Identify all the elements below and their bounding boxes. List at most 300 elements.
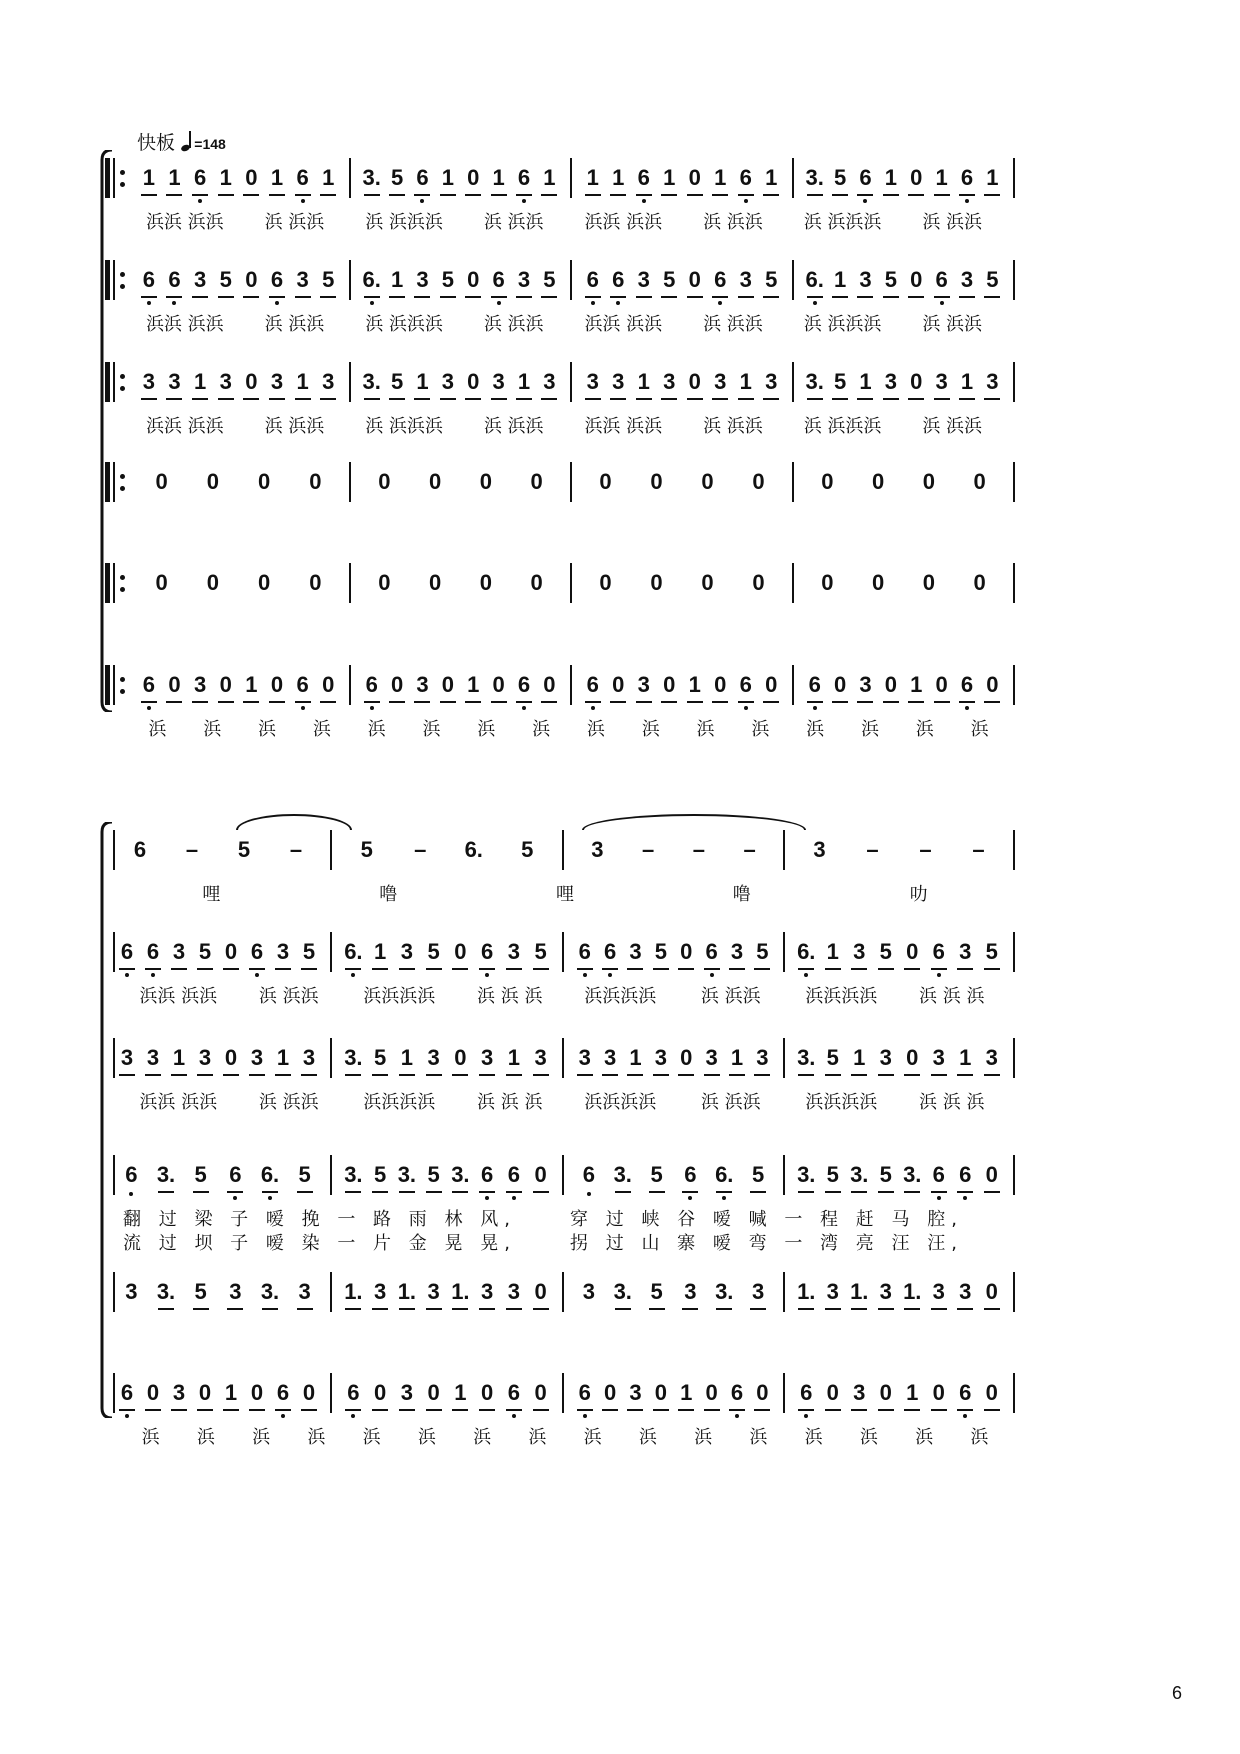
low-octave-dot xyxy=(688,1196,692,1200)
lyric-line: 穿 过 峡 谷 嗳 喊 一 程 赶 马 腔, xyxy=(570,1209,963,1230)
note-underline xyxy=(465,194,481,196)
note: 1 xyxy=(322,165,335,190)
lyric-line: 浜 xyxy=(804,1427,823,1448)
lyric-line: 浜浜 浜浜 xyxy=(145,314,224,335)
lyric-line: 浜 浜浜 xyxy=(483,212,544,233)
barline xyxy=(113,830,115,870)
note-underline xyxy=(452,1409,468,1411)
note: 0 xyxy=(701,570,714,595)
lyric-line: 浜 xyxy=(367,719,386,740)
note: 6 xyxy=(739,165,752,190)
brace-path xyxy=(102,822,112,1418)
note: 1 xyxy=(826,939,839,964)
note: 0 xyxy=(530,570,543,595)
note: 3. xyxy=(805,165,824,190)
note-underline xyxy=(479,1191,495,1193)
note-underline xyxy=(399,968,415,970)
note-underline xyxy=(878,1074,894,1076)
note-underline xyxy=(627,968,643,970)
note-underline xyxy=(243,398,259,400)
note: 0 xyxy=(224,939,238,964)
note: 3 xyxy=(826,1279,839,1304)
low-octave-dot xyxy=(937,973,941,977)
note: 0 xyxy=(534,1380,547,1405)
lyric-line: 浜 xyxy=(307,1427,326,1448)
note: 1 xyxy=(296,369,309,394)
note: 0 xyxy=(680,1045,693,1070)
note-underline xyxy=(807,194,823,196)
note: 0 xyxy=(302,1380,316,1405)
note: 1 xyxy=(224,1380,238,1405)
note-underline xyxy=(541,701,557,703)
note-underline xyxy=(320,296,336,298)
low-octave-dot xyxy=(198,199,202,203)
lyric-line: 浜 xyxy=(528,1427,547,1448)
note-underline xyxy=(763,296,779,298)
note-underline xyxy=(243,701,259,703)
note: 0 xyxy=(973,570,986,595)
note-underline xyxy=(653,968,669,970)
lyric-line: 浜 xyxy=(203,719,222,740)
note: 0 xyxy=(599,570,612,595)
note-underline xyxy=(857,398,873,400)
note-underline xyxy=(479,1308,495,1310)
note-underline xyxy=(984,1074,1000,1076)
lyric-line: 浜 浜浜 xyxy=(264,212,325,233)
low-octave-dot xyxy=(591,706,595,710)
note-underline xyxy=(364,701,380,703)
note-underline xyxy=(275,1409,291,1411)
note-underline xyxy=(171,1409,187,1411)
repeat-dot xyxy=(120,689,125,694)
note: 5 xyxy=(441,267,454,292)
note-underline xyxy=(754,968,770,970)
note-underline xyxy=(516,701,532,703)
low-octave-dot xyxy=(963,1414,967,1418)
note-underline xyxy=(506,1191,522,1193)
row-1-4 xyxy=(0,469,1240,582)
note-underline xyxy=(249,1074,265,1076)
low-octave-dot xyxy=(522,706,526,710)
note-underline xyxy=(729,968,745,970)
note: 3 xyxy=(959,1279,972,1304)
note: 0 xyxy=(481,1380,494,1405)
note: 1 xyxy=(168,165,181,190)
lyric-line: 浜 浜浜 xyxy=(703,314,763,335)
note-underline xyxy=(661,296,677,298)
note-underline xyxy=(452,1074,468,1076)
note: 0 xyxy=(390,672,404,697)
note-underline xyxy=(807,296,823,298)
low-octave-dot xyxy=(744,199,748,203)
lyric-line: 浜 xyxy=(258,719,277,740)
note-underline xyxy=(440,398,456,400)
note: 0 xyxy=(879,1380,892,1405)
note-underline xyxy=(716,1308,732,1310)
note-underline xyxy=(141,398,157,400)
note: 3 xyxy=(859,672,872,697)
lyric-line: 浜 浜浜 xyxy=(703,212,763,233)
barline xyxy=(113,1373,115,1413)
note-underline xyxy=(533,1191,549,1193)
note-underline xyxy=(301,1074,317,1076)
note: 3 xyxy=(168,369,181,394)
note-underline xyxy=(602,968,618,970)
note-underline xyxy=(763,194,779,196)
note: 3 xyxy=(986,369,999,394)
note-underline xyxy=(807,398,823,400)
note: 0 xyxy=(534,1162,547,1187)
note-underline xyxy=(798,1409,814,1411)
note: 0 xyxy=(429,469,442,494)
row-1-6 xyxy=(0,672,1240,785)
note-underline xyxy=(585,701,601,703)
lyric-line: 浜浜 浜浜 xyxy=(584,212,663,233)
note: 3 xyxy=(400,1380,413,1405)
lyric-line: 浜 xyxy=(696,719,715,740)
note: 0 xyxy=(224,1045,238,1070)
note: 3 xyxy=(416,267,429,292)
lyric-line: 浜浜 浜浜 xyxy=(584,416,663,437)
low-octave-dot xyxy=(863,199,867,203)
note-underline xyxy=(957,1409,973,1411)
note: 3 xyxy=(730,939,744,964)
note: 0 xyxy=(270,672,284,697)
note: 3 xyxy=(765,369,778,394)
note-underline xyxy=(851,1409,867,1411)
note: 3 xyxy=(229,1279,242,1304)
note: 5 xyxy=(650,1162,663,1187)
lyric-line: 浜 浜浜浜 xyxy=(803,416,882,437)
row-1-2 xyxy=(0,267,1240,380)
note-underline xyxy=(269,194,285,196)
low-octave-dot xyxy=(608,973,612,977)
repeat-dot xyxy=(120,486,125,491)
barline xyxy=(1013,1373,1015,1413)
note: 3 xyxy=(959,939,972,964)
lyric-line: 浜 浜浜 xyxy=(264,314,325,335)
barline xyxy=(349,158,351,198)
note: – xyxy=(919,837,932,862)
low-octave-dot xyxy=(147,301,151,305)
barline xyxy=(783,1155,785,1195)
barline xyxy=(1013,462,1015,502)
note: 1 xyxy=(906,1380,919,1405)
note: 3 xyxy=(543,369,556,394)
note: 1 xyxy=(142,165,155,190)
note: 6 xyxy=(296,672,309,697)
barline xyxy=(792,462,794,502)
row-1-1 xyxy=(0,165,1240,278)
note-underline xyxy=(678,1074,694,1076)
barline xyxy=(1013,932,1015,972)
note-underline xyxy=(687,296,703,298)
note: 1 xyxy=(245,672,258,697)
note: 3 xyxy=(813,837,826,862)
note-underline xyxy=(883,194,899,196)
note: 3 xyxy=(853,939,866,964)
note: 5 xyxy=(219,267,232,292)
note-underline xyxy=(171,1074,187,1076)
note-underline xyxy=(798,968,814,970)
low-octave-dot xyxy=(512,1414,516,1418)
note: 3 xyxy=(270,369,284,394)
note-underline xyxy=(825,968,841,970)
note-underline xyxy=(295,398,311,400)
note: 1 xyxy=(467,672,480,697)
note-underline xyxy=(372,1409,388,1411)
note-underline xyxy=(851,1308,867,1310)
note: 6 xyxy=(859,165,872,190)
note-underline xyxy=(878,1409,894,1411)
lyric-line: 浜 xyxy=(473,1427,492,1448)
note-underline xyxy=(636,296,652,298)
note: 0 xyxy=(650,570,663,595)
note-underline xyxy=(297,1308,313,1310)
note: 6 xyxy=(960,672,974,697)
note-underline xyxy=(218,194,234,196)
note: 3. xyxy=(805,369,824,394)
barline xyxy=(113,1272,115,1312)
note: 0 xyxy=(935,672,948,697)
note: – xyxy=(743,837,756,862)
note-underline xyxy=(754,1409,770,1411)
note: 0 xyxy=(155,469,168,494)
note: 3 xyxy=(276,939,290,964)
thick-line xyxy=(105,665,110,705)
note: 0 xyxy=(821,570,834,595)
row-1-3 xyxy=(0,369,1240,482)
note: 3 xyxy=(507,1279,520,1304)
note: 6 xyxy=(586,672,599,697)
note: 3 xyxy=(637,267,650,292)
note: 0 xyxy=(441,672,454,697)
lyric-line: 浜 xyxy=(915,1427,934,1448)
low-octave-dot xyxy=(255,973,259,977)
note-underline xyxy=(908,701,924,703)
note: 5 xyxy=(322,267,335,292)
note-underline xyxy=(516,194,532,196)
note-underline xyxy=(452,1191,468,1193)
note-underline xyxy=(533,1308,549,1310)
note-underline xyxy=(506,1074,522,1076)
note-underline xyxy=(119,1074,135,1076)
note-underline xyxy=(825,1308,841,1310)
lyric-line: 浜 xyxy=(638,1427,657,1448)
repeat-dot xyxy=(120,575,125,580)
note: – xyxy=(185,837,199,862)
note-underline xyxy=(627,1074,643,1076)
note: 0 xyxy=(427,1380,440,1405)
note: 5 xyxy=(986,267,999,292)
note: 3 xyxy=(250,1045,264,1070)
half-note-icon xyxy=(180,131,194,151)
note-underline xyxy=(931,1409,947,1411)
note: 0 xyxy=(985,1380,998,1405)
lyric-line: 浜 浜浜 xyxy=(703,416,763,437)
note: 3 xyxy=(172,1380,186,1405)
note-underline xyxy=(704,968,720,970)
row-2-2 xyxy=(0,939,1240,1052)
low-octave-dot xyxy=(965,706,969,710)
lyric-line: 浜 浜 浜 xyxy=(919,986,985,1007)
note: 3 xyxy=(684,1279,697,1304)
note: 1 xyxy=(765,165,778,190)
note-underline xyxy=(345,1191,361,1193)
note-underline xyxy=(712,194,728,196)
note: 0 xyxy=(245,267,258,292)
barline xyxy=(330,830,332,870)
note: 0 xyxy=(884,672,897,697)
lyric-line: 浜浜 浜浜 xyxy=(145,212,224,233)
barline xyxy=(330,932,332,972)
barline xyxy=(349,665,351,705)
note: 1 xyxy=(884,165,897,190)
note: 6 xyxy=(517,672,531,697)
note: 6 xyxy=(133,837,147,862)
barline xyxy=(783,1272,785,1312)
lyric-line: 浜 xyxy=(860,719,879,740)
note-underline xyxy=(218,398,234,400)
note-underline xyxy=(627,1409,643,1411)
note-underline xyxy=(262,1308,278,1310)
note: 3 xyxy=(193,672,207,697)
barline xyxy=(792,665,794,705)
low-octave-dot xyxy=(485,973,489,977)
lyric-line-2: 拐 过 山 寨 嗳 弯 一 湾 亮 汪 汪, xyxy=(570,1233,963,1254)
note-underline xyxy=(533,1074,549,1076)
thick-line xyxy=(105,362,110,402)
note: 3 xyxy=(985,1045,998,1070)
note: 3 xyxy=(714,369,727,394)
note: 0 xyxy=(250,1380,264,1405)
note-underline xyxy=(957,1074,973,1076)
note: 6. xyxy=(797,939,816,964)
note-underline xyxy=(615,1308,631,1310)
low-octave-dot xyxy=(591,301,595,305)
note: 0 xyxy=(910,369,923,394)
low-octave-dot xyxy=(512,1196,516,1200)
note: 3 xyxy=(879,1045,892,1070)
note: 3 xyxy=(416,672,429,697)
note: 1 xyxy=(637,369,650,394)
note: 6 xyxy=(146,939,160,964)
note-underline xyxy=(223,968,239,970)
note: 0 xyxy=(688,369,701,394)
low-octave-dot xyxy=(940,301,944,305)
note: 3 xyxy=(492,369,505,394)
low-octave-dot xyxy=(268,1196,272,1200)
low-octave-dot xyxy=(281,1414,285,1418)
note-underline xyxy=(729,1409,745,1411)
note: 6 xyxy=(492,267,505,292)
low-octave-dot xyxy=(813,301,817,305)
barline xyxy=(330,1373,332,1413)
note: 6. xyxy=(362,267,381,292)
repeat-dot xyxy=(120,677,125,682)
note-underline xyxy=(506,968,522,970)
lyric-line: 浜 xyxy=(477,719,496,740)
note: 5 xyxy=(360,837,373,862)
lyric-line: 浜 xyxy=(417,1427,436,1448)
note: 0 xyxy=(155,570,168,595)
note: 0 xyxy=(530,469,543,494)
thin-line xyxy=(113,563,115,603)
barline xyxy=(783,1373,785,1413)
note-underline xyxy=(636,398,652,400)
barline xyxy=(349,563,351,603)
note-underline xyxy=(851,1191,867,1193)
note: 0 xyxy=(756,1380,769,1405)
note: 1. xyxy=(344,1279,363,1304)
note: 1 xyxy=(492,165,505,190)
note-underline xyxy=(984,1308,1000,1310)
lyric-line: 浜 浜浜 xyxy=(258,1092,319,1113)
note: 1 xyxy=(935,165,948,190)
note-underline xyxy=(738,194,754,196)
note: 1 xyxy=(730,1045,744,1070)
low-octave-dot xyxy=(351,973,355,977)
repeat-dot xyxy=(120,587,125,592)
note: 6 xyxy=(517,165,531,190)
note: 1 xyxy=(543,165,556,190)
note-underline xyxy=(320,398,336,400)
note: 1 xyxy=(853,1045,866,1070)
barline xyxy=(570,665,572,705)
note: 0 xyxy=(688,165,701,190)
lyric-line: 浜 xyxy=(641,719,660,740)
note: 6 xyxy=(582,1162,596,1187)
note-underline xyxy=(223,1409,239,1411)
lyric-line: 浜浜浜浜 xyxy=(805,1092,878,1113)
note: 3 xyxy=(172,939,186,964)
lyric-line: 浜 浜浜浜 xyxy=(803,314,882,335)
note-underline xyxy=(851,1074,867,1076)
note-underline xyxy=(712,701,728,703)
note: 5 xyxy=(879,1162,892,1187)
note: 3 xyxy=(663,369,676,394)
barline xyxy=(783,830,785,870)
low-octave-dot xyxy=(937,1196,941,1200)
note-underline xyxy=(479,1409,495,1411)
note: 3 xyxy=(198,1045,212,1070)
note-underline xyxy=(440,194,456,196)
note: 6 xyxy=(578,939,591,964)
note-underline xyxy=(295,194,311,196)
note-underline xyxy=(145,968,161,970)
note-underline xyxy=(119,968,135,970)
note-underline xyxy=(883,398,899,400)
lyric-line: 浜 浜浜 xyxy=(483,416,544,437)
row-1-5 xyxy=(0,570,1240,683)
note: 6 xyxy=(578,1380,591,1405)
note-underline xyxy=(577,968,593,970)
barline xyxy=(783,1038,785,1078)
note: 3 xyxy=(629,1380,642,1405)
note: 1 xyxy=(219,165,232,190)
note: 1 xyxy=(400,1045,413,1070)
note-underline xyxy=(301,1409,317,1411)
note-underline xyxy=(577,1074,593,1076)
low-octave-dot xyxy=(813,706,817,710)
note: 5 xyxy=(194,1162,207,1187)
lyric-line: 浜 xyxy=(806,719,825,740)
note-underline xyxy=(197,968,213,970)
note-underline xyxy=(750,1191,766,1193)
note: 6 xyxy=(125,1162,138,1187)
note: 6 xyxy=(959,1162,972,1187)
low-octave-dot xyxy=(804,973,808,977)
